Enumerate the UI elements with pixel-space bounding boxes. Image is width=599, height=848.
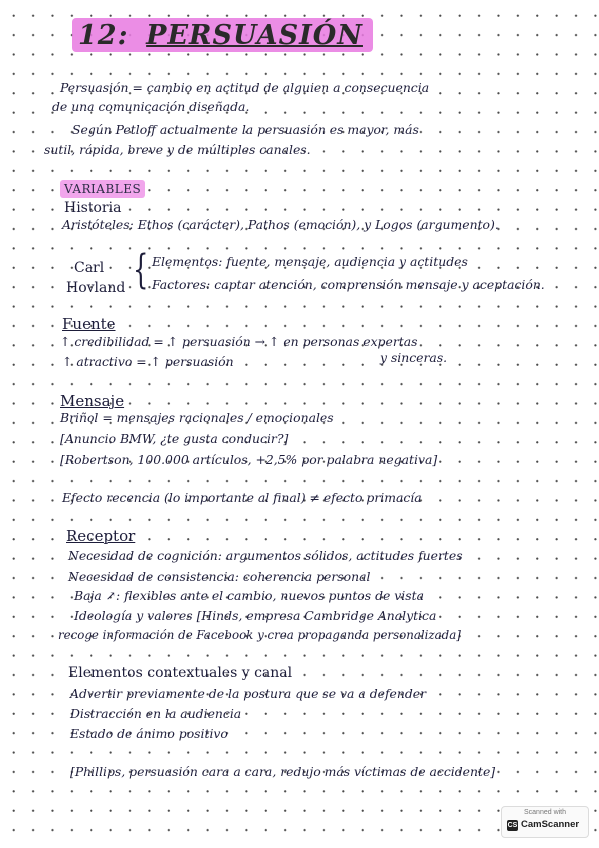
factores-line: Factores: captar atención, comprensión mensaje y aceptación.: [152, 277, 545, 292]
intro-line-4: sutil, rápida, breve y de múltiples canales.: [44, 142, 311, 157]
camscanner-logo-icon: CS: [507, 822, 518, 829]
receptor-line-2: Necesidad de consistencia: coherencia personal: [68, 569, 371, 584]
hovland-label: Hovland: [66, 280, 126, 296]
scanner-caption: Scanned with: [523, 809, 567, 816]
historia-heading: Historia: [64, 200, 122, 216]
intro-line-2: de una comunicación diseñada.: [52, 99, 250, 114]
fuente-heading: Fuente: [62, 315, 116, 333]
elementos-line: Elementos: fuente, mensaje, audiencia y actitudes: [152, 254, 468, 269]
receptor-line-4: Ideología y valores [Hinds, empresa Cambridge Analytica: [74, 608, 437, 623]
contexto-heading: Elementos contextuales y canal: [68, 665, 293, 681]
intro-line-3: Según Petloff actualmente la persuasión es mayor, más: [72, 122, 419, 137]
mensaje-line-3: [Robertson, 100.000 artículos, +2,5% por palabra negativa]: [60, 452, 438, 467]
aristoteles-line: Aristóteles: Ethos (carácter), Pathos (emoción), y Logos (argumento).: [62, 217, 499, 232]
mensaje-heading: Mensaje: [60, 392, 125, 410]
camscanner-watermark: [501, 806, 589, 838]
mensaje-line-4: Efecto recencia (lo importante al final) ≠ efecto primacía: [62, 490, 422, 505]
receptor-heading: Receptor: [66, 527, 136, 545]
brace-icon: {: [133, 247, 149, 293]
intro-line-1: Persuasión = cambio en actitud de alguien a consecuencia: [60, 80, 430, 95]
carl-label: Carl: [74, 260, 105, 276]
mensaje-line-2: [Anuncio BMW, ¿te gusta conducir?]: [60, 431, 289, 446]
fuente-line-1: ↑ credibilidad = ↑ persuasión → ↑ en personas expertas: [60, 334, 418, 349]
contexto-line-1: Advertir previamente de la postura que se va a defender: [70, 686, 427, 701]
contexto-line-2: Distracción en la audiencia: [70, 706, 242, 721]
receptor-line-1: Necesidad de cognición: argumentos sólidos, actitudes fuertes: [68, 548, 463, 563]
title-number: 12:: [78, 20, 129, 51]
fuente-line-2: ↑ atractivo = ↑ persuasión: [62, 354, 234, 369]
contexto-line-4: [Phillips, persuasión cara a cara, redujo más víctimas de accidente]: [70, 764, 496, 779]
scanner-brand: CamScanner: [521, 819, 580, 830]
title-word: PERSUASIÓN: [146, 20, 363, 51]
mensaje-line-1: Briñol = mensajes racionales / emocionales: [60, 410, 334, 425]
fuente-line-3: y sinceras.: [380, 350, 448, 365]
contexto-line-3: Estado de ánimo positivo: [70, 726, 228, 741]
receptor-line-5: recoge información de Facebook y crea propaganda personalizada]: [58, 628, 461, 642]
receptor-line-3: Baja ↗: flexibles ante el cambio, nuevos puntos de vista: [74, 588, 424, 603]
page-title: [78, 16, 363, 56]
variables-label: VARIABLES: [60, 180, 145, 198]
